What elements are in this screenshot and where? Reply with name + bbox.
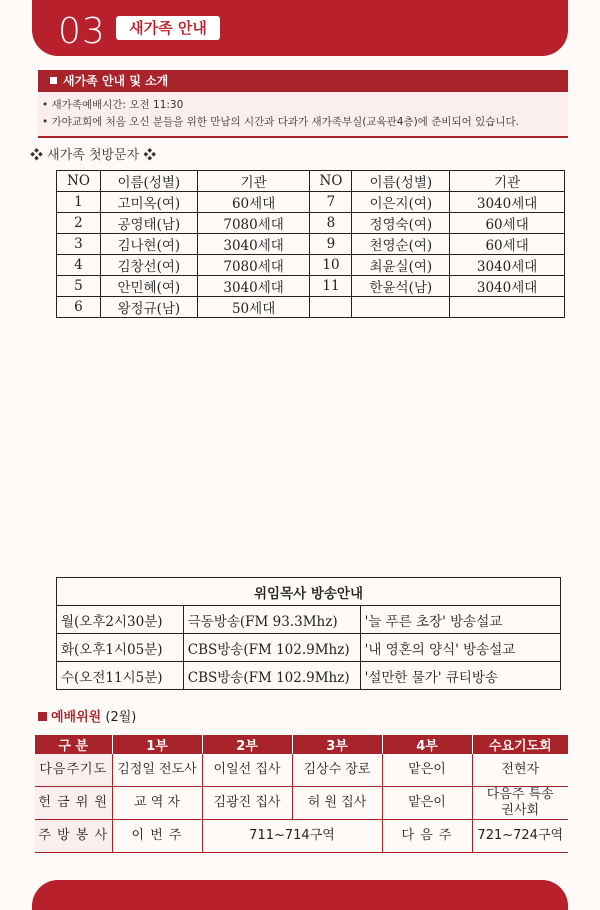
header-cell: 구 분 (35, 735, 112, 754)
cell: 1 (57, 192, 101, 213)
bottom-section-bar (32, 880, 568, 910)
cell: 공영태(남) (100, 213, 197, 234)
table-row (57, 192, 565, 213)
table-row (57, 234, 565, 255)
cell (310, 297, 352, 318)
table-row (57, 276, 565, 297)
table-row (35, 787, 568, 820)
cell: 6 (57, 297, 101, 318)
cell: 맡은이 (382, 754, 472, 787)
header-cell: 3부 (292, 735, 382, 754)
cell: 7 (310, 192, 352, 213)
cell: 8 (310, 213, 352, 234)
cell: 다 음 주 (382, 820, 472, 853)
cell (472, 787, 568, 820)
section-header (32, 0, 568, 56)
intro-line: • 새가족예배시간: 오전 11:30 (42, 99, 184, 111)
table-header-row (57, 171, 565, 192)
cell: 60세대 (197, 192, 310, 213)
cell: 김광진 집사 (202, 787, 292, 820)
intro-line: • 가야교회에 처음 오신 분들을 위한 만남의 시간과 다과가 새가족부실(교육관4층)에 준비되어 있습니다. (42, 116, 519, 128)
cell: 고미옥(여) (100, 192, 197, 213)
cell: 3040세대 (197, 234, 310, 255)
header-cell: 기관 (197, 171, 310, 192)
worship-month: (2월) (105, 710, 137, 725)
first-visit-title: ❖ 새가족 첫방문자 ❖ (30, 148, 157, 163)
cell-line: 권사회 (501, 803, 540, 818)
cell: 11 (310, 276, 352, 297)
table-row (57, 213, 565, 234)
cell: '내 영혼의 양식' 방송설교 (360, 634, 560, 662)
cell: 이은지(여) (352, 192, 450, 213)
cell (450, 297, 565, 318)
cell: 김창선(여) (100, 255, 197, 276)
intro-heading-bar (38, 70, 568, 92)
table-row (35, 754, 568, 787)
header-cell: 수요기도회 (472, 735, 568, 754)
worship-title-row (32, 706, 136, 725)
cell: 맡은이 (382, 787, 472, 820)
header-cell: 2부 (202, 735, 292, 754)
cell: 60세대 (450, 234, 565, 255)
cell: 김상수 장로 (292, 754, 382, 787)
cell: 3040세대 (450, 255, 565, 276)
cell-line: 다음주 특송 (486, 787, 554, 802)
cell: 9 (310, 234, 352, 255)
cell: 화(오후1시05분) (57, 634, 184, 662)
first-visit-table (56, 170, 565, 318)
table-row (57, 606, 561, 634)
table-row (35, 820, 568, 853)
cell: 3040세대 (450, 276, 565, 297)
cell: 3040세대 (197, 276, 310, 297)
row-label: 주 방 봉 사 (35, 820, 112, 853)
cell: 왕정규(남) (100, 297, 197, 318)
section-title: 새가족 안내 (116, 16, 220, 40)
cell: '설만한 물가' 큐티방송 (360, 662, 560, 690)
cell: 교 역 자 (112, 787, 202, 820)
header-cell: 1부 (112, 735, 202, 754)
cell: 최윤실(여) (352, 255, 450, 276)
header-cell: NO (310, 171, 352, 192)
cell: CBS방송(FM 102.9Mhz) (183, 662, 360, 690)
header-cell: 기관 (450, 171, 565, 192)
cell: 수(오전11시5분) (57, 662, 184, 690)
cell: 안민혜(여) (100, 276, 197, 297)
cell: 한윤석(남) (352, 276, 450, 297)
header-cell: 이름(성별) (100, 171, 197, 192)
table-row (57, 255, 565, 276)
header-cell: NO (57, 171, 101, 192)
cell: CBS방송(FM 102.9Mhz) (183, 634, 360, 662)
cell: 김나현(여) (100, 234, 197, 255)
worship-table (35, 735, 568, 853)
section-number: 03 (58, 11, 106, 52)
cell: 이 번 주 (112, 820, 202, 853)
broadcast-table (56, 577, 561, 690)
cell: 월(오후2시30분) (57, 606, 184, 634)
cell: 50세대 (197, 297, 310, 318)
header-cell: 4부 (382, 735, 472, 754)
table-row (57, 297, 565, 318)
cell: 3 (57, 234, 101, 255)
cell: 4 (57, 255, 101, 276)
table-row (57, 634, 561, 662)
square-bullet-icon (38, 712, 47, 721)
cell: 721~724구역 (472, 820, 568, 853)
intro-box (38, 92, 568, 138)
cell: 10 (310, 255, 352, 276)
table-header-row (35, 735, 568, 754)
cell: '늘 푸른 초장' 방송설교 (360, 606, 560, 634)
cell: 천영순(여) (352, 234, 450, 255)
row-label: 헌 금 위 원 (35, 787, 112, 820)
table-row (57, 662, 561, 690)
header-cell: 이름(성별) (352, 171, 450, 192)
cell: 허 원 집사 (292, 787, 382, 820)
cell: 60세대 (450, 213, 565, 234)
cell: 전현자 (472, 754, 568, 787)
cell: 7080세대 (197, 213, 310, 234)
cell: 3040세대 (450, 192, 565, 213)
cell (352, 297, 450, 318)
row-label: 다음주기도 (35, 754, 112, 787)
cell: 김정일 전도사 (112, 754, 202, 787)
cell: 극동방송(FM 93.3Mhz) (183, 606, 360, 634)
worship-title: 예배위원 (51, 710, 102, 725)
cell: 711~714구역 (202, 820, 382, 853)
intro-heading: 새가족 안내 및 소개 (63, 74, 169, 88)
square-bullet-icon (50, 77, 57, 84)
cell: 5 (57, 276, 101, 297)
broadcast-title: 위임목사 방송안내 (57, 578, 561, 606)
cell: 이일선 집사 (202, 754, 292, 787)
cell: 2 (57, 213, 101, 234)
cell: 7080세대 (197, 255, 310, 276)
cell: 정영숙(여) (352, 213, 450, 234)
